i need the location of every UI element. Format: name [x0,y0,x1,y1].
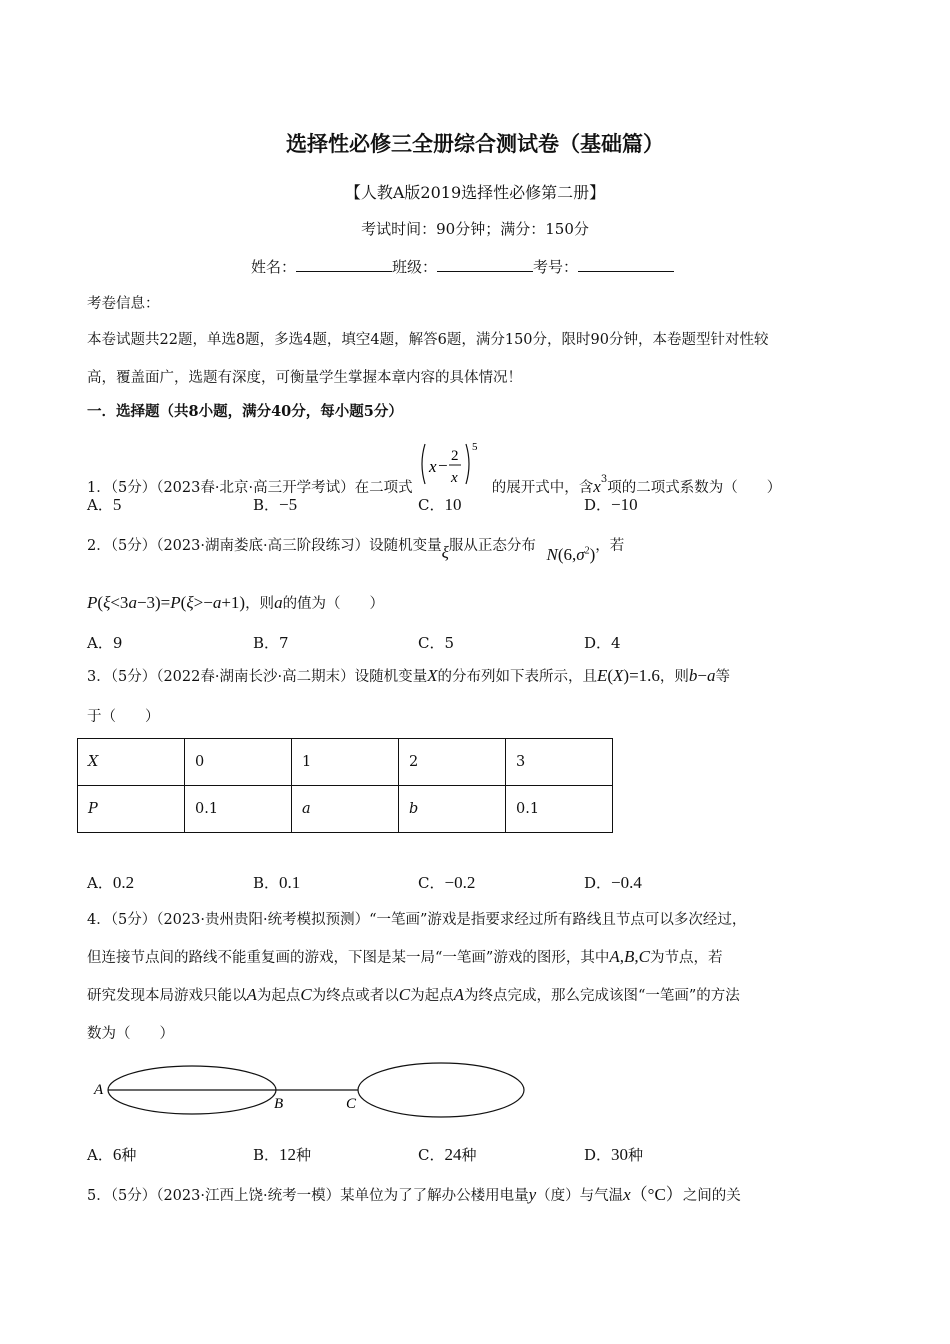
edition-subtitle: 【人教A版2019选择性必修第二册】 [344,183,606,202]
q3-option-a[interactable]: A．0.2 [87,873,135,892]
q3-option-d[interactable]: D．−0.4 [584,873,642,892]
table-cell: 0.1 [185,786,292,833]
q1-option-c[interactable]: C．10 [418,495,462,514]
q4-line-4: 数为（ ） [87,1026,174,1042]
class-field[interactable] [437,257,533,272]
table-cell: 0 [185,739,292,786]
q3-option-c[interactable]: C．−0.2 [418,873,476,892]
svg-text:x: x [429,457,437,476]
table-row [78,739,613,786]
section-heading: 一．选择题（共8小题，满分40分，每小题5分） [87,403,403,420]
distribution-table [77,738,613,833]
info-line-1: 本卷试题共22题，单选8题，多选4题，填空4题，解答6题，满分150分，限时90分钟，本卷题型针对性较 [87,332,769,348]
table-cell: 1 [292,739,399,786]
q2-middle: 服从正态分布 [448,538,536,554]
q3-line-2: 于（ ） [87,709,160,725]
question-4-line-2: 但连接节点间的路线不能重复画的游戏，下图是某一局“一笔画”游戏的图形，其中A,B,C为节点，若 [87,947,723,966]
q2-suffix: ，若 [595,538,625,554]
q2-option-b[interactable]: B．7 [253,634,289,652]
page-title: 选择性必修三全册综合测试卷（基础篇） [286,131,664,156]
question-4-line-3: 研究发现本局游戏只能以A为起点C为终点或者以C为起点A为终点完成，那么完成该图“一笔画”的方法 [87,985,740,1004]
name-label: 姓名： [251,258,297,276]
q3-prefix: 3．（5分）（2022春·湖南长沙·高二期末）设随机变量 [87,669,428,685]
class-label: 班级： [392,258,438,276]
id-field[interactable] [578,257,674,272]
q1-option-a[interactable]: A．5 [87,495,122,514]
q4-line-1: 4．（5分）（2023·贵州贵阳·统考模拟预测）“一笔画”游戏是指要求经过所有路线且节点可以多次经过， [87,912,747,928]
table-cell: X [78,739,185,786]
svg-text:2: 2 [451,448,459,464]
q2-option-c[interactable]: C．5 [418,634,455,652]
node-c-label: C [346,1096,357,1112]
q3-middle: 的分布列如下表所示，且 [437,669,597,685]
q1-prefix: 1．（5分）（2023春·北京·高三开学考试）在二项式 [87,480,413,496]
q3-suffix: ，则 [659,669,689,685]
table-cell: 3 [506,739,613,786]
exam-info: 考试时间：90分钟；满分：150分 [361,220,589,238]
q2-options [87,632,887,656]
table-cell: a [292,786,399,833]
q4-option-a[interactable]: A．6种 [87,1145,137,1164]
table-cell: 0.1 [506,786,613,833]
table-cell: P [78,786,185,833]
q1-options [87,494,887,518]
name-field[interactable] [296,257,392,272]
q4-option-d[interactable]: D．30种 [584,1145,644,1164]
node-a-label: A [94,1082,104,1098]
one-stroke-graph-figure [90,1060,530,1120]
q2-line2-suffix: ，则 [245,596,275,612]
q2-option-d[interactable]: D．4 [584,634,621,652]
q3-end: 等 [715,669,731,685]
svg-text:5: 5 [472,441,478,453]
q2-option-a[interactable]: A．9 [87,634,123,652]
q1-middle: 的展开式中，含 [491,480,594,496]
svg-text:−: − [438,456,448,475]
q1-binomial-formula [417,440,487,488]
table-cell: 2 [399,739,506,786]
id-label: 考号： [533,258,579,276]
info-heading: 考卷信息： [87,296,160,312]
question-2-line-1: 2．（5分）（2023·湖南娄底·高三阶段练习）设随机变量ξ服从正态分布 $N(6,\sigma^2)$，若 [87,538,625,564]
table-cell: b [399,786,506,833]
q1-option-b[interactable]: B．−5 [253,495,298,514]
q2-line2-end: 的值为（ ） [282,596,385,612]
info-line-2: 高，覆盖面广，选题有深度，可衡量学生掌握本章内容的具体情况！ [87,370,522,386]
question-3-line-1: 3．（5分）（2022春·湖南长沙·高二期末）设随机变量X的分布列如下表所示，且E(X)=1.6，则b−a等 [87,666,731,685]
q3-option-b[interactable]: B．0.1 [253,873,301,892]
question-1: 1．（5分）（2023春·北京·高三开学考试）在二项式 x − 2 x 5 的展开式中，含$x^3$项的二项式系数为（ ） [87,441,782,496]
q4-option-b[interactable]: B．12种 [253,1145,312,1164]
q2-prefix: 2．（5分）（2023·湖南娄底·高三阶段练习）设随机变量 [87,538,442,554]
svg-text:x: x [451,470,458,486]
q3-options [87,872,887,896]
question-2-line-2: P(ξ<3a−3)=P(ξ>−a+1)，则a的值为（ ） [87,593,385,612]
table-row [78,786,613,833]
q4-option-c[interactable]: C．24种 [418,1145,477,1164]
q1-suffix: 项的二项式系数为（ ） [607,480,782,496]
q4-options [87,1144,887,1168]
question-5-line-1: 5．（5分）（2023·江西上饶·统考一模）某单位为了了解办公楼用电量y（度）与气温x（°C）之间的关 [87,1185,741,1204]
q1-option-d[interactable]: D．−10 [584,495,638,514]
node-b-label: B [274,1096,284,1112]
student-info-line [251,256,674,277]
